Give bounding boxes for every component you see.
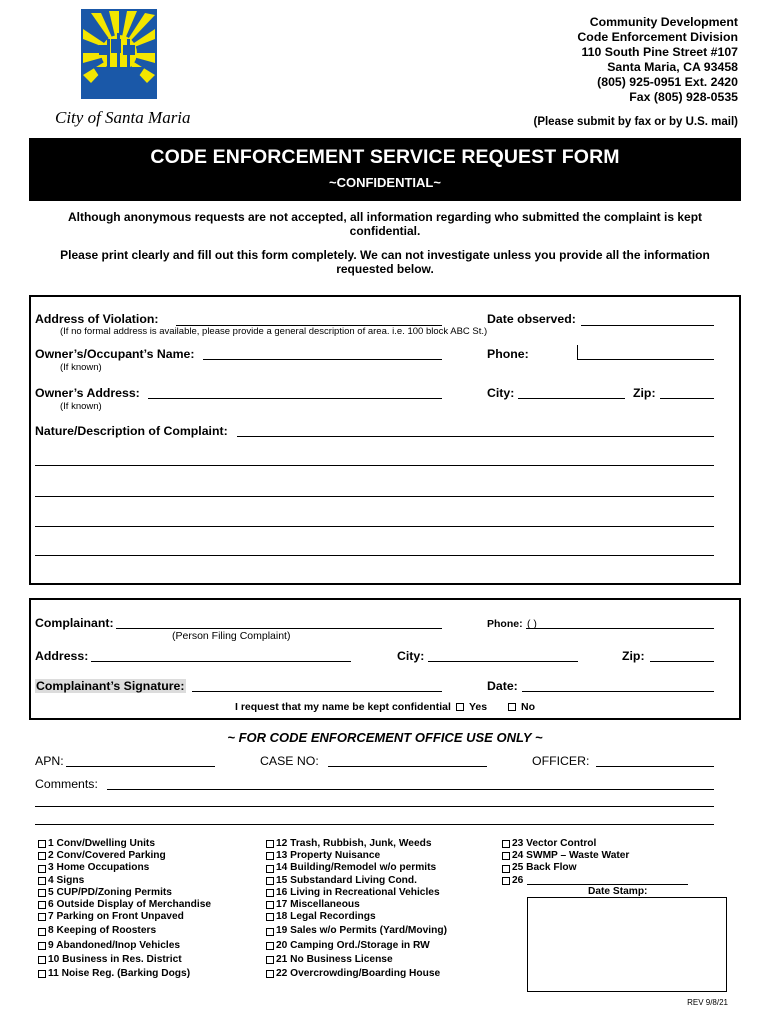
- form-subtitle: ~CONFIDENTIAL~: [329, 175, 441, 190]
- address-line: (805) 925-0951 Ext. 2420: [597, 75, 738, 89]
- code-checkbox[interactable]: [38, 928, 46, 936]
- signature-label: Complainant’s Signature:: [36, 679, 185, 693]
- complainant-name-hint: (Person Filing Complaint): [172, 630, 291, 642]
- code-checkbox[interactable]: [266, 956, 274, 964]
- complainant-city-label: City:: [397, 649, 425, 663]
- officer-field[interactable]: [596, 766, 714, 767]
- code-checkbox[interactable]: [266, 889, 274, 897]
- code-checkbox[interactable]: [266, 901, 274, 909]
- nature-field-line[interactable]: [237, 436, 714, 437]
- owner-address-field[interactable]: [148, 398, 442, 399]
- office-use-title: ~ FOR CODE ENFORCEMENT OFFICE USE ONLY ~: [227, 730, 543, 745]
- code-checkbox[interactable]: [266, 913, 274, 921]
- code-item[interactable]: 23 Vector Control: [502, 838, 629, 850]
- code-checkbox[interactable]: [38, 913, 46, 921]
- owner-zip-field[interactable]: [660, 398, 714, 399]
- complainant-date-label: Date:: [487, 679, 518, 693]
- code-item[interactable]: 21 No Business License: [266, 954, 447, 966]
- code-checkbox[interactable]: [266, 942, 274, 950]
- city-name: City of Santa Maria: [55, 108, 191, 127]
- code-item[interactable]: 5 CUP/PD/Zoning Permits: [38, 887, 211, 899]
- violation-address-label: Address of Violation:: [35, 312, 159, 326]
- code-checkbox[interactable]: [38, 901, 46, 909]
- comments-label: Comments:: [35, 777, 98, 791]
- code-item[interactable]: 3 Home Occupations: [38, 862, 211, 874]
- no-checkbox[interactable]: [508, 703, 516, 711]
- code-item[interactable]: 6 Outside Display of Merchandise: [38, 899, 211, 911]
- case-number-field[interactable]: [328, 766, 487, 767]
- code-checkbox[interactable]: [38, 956, 46, 964]
- comments-field-line[interactable]: [35, 806, 714, 807]
- violation-codes-col2: [266, 838, 447, 980]
- owner-city-label: City:: [487, 386, 515, 400]
- violation-section: [29, 295, 741, 585]
- owner-name-label: Owner’s/Occupant’s Name:: [35, 347, 195, 361]
- code-item[interactable]: 14 Building/Remodel w/o permits: [266, 862, 447, 874]
- code-checkbox[interactable]: [266, 928, 274, 936]
- address-line: Code Enforcement Division: [577, 30, 738, 44]
- code-item[interactable]: 8 Keeping of Roosters: [38, 925, 211, 937]
- comments-field-line[interactable]: [107, 789, 714, 790]
- intro-instructions: Please print clearly and fill out this form completely. We can not investigate unless you provide all the information requested below.: [60, 248, 710, 276]
- code-26-field[interactable]: [527, 884, 688, 885]
- yes-checkbox[interactable]: [456, 703, 464, 711]
- nature-field-line[interactable]: [35, 496, 714, 497]
- complainant-phone-area: ( ): [527, 618, 537, 630]
- code-checkbox[interactable]: [38, 840, 46, 848]
- violation-address-hint: (If no formal address is available, please provide a general description of area. i.e. 100 block ABC St.): [60, 326, 488, 337]
- code-checkbox[interactable]: [38, 852, 46, 860]
- violation-codes-col1: [38, 838, 211, 980]
- complainant-address-field[interactable]: [91, 661, 351, 662]
- code-checkbox[interactable]: [38, 865, 46, 873]
- complainant-phone-label: Phone:: [487, 618, 523, 630]
- code-item[interactable]: 26: [502, 875, 629, 887]
- code-checkbox[interactable]: [502, 865, 510, 873]
- yes-label: Yes: [469, 701, 488, 713]
- code-item[interactable]: 16 Living in Recreational Vehicles: [266, 887, 447, 899]
- owner-name-hint: (If known): [60, 362, 102, 373]
- code-item[interactable]: 15 Substandard Living Cond.: [266, 875, 447, 887]
- code-checkbox[interactable]: [38, 970, 46, 978]
- code-checkbox[interactable]: [266, 840, 274, 848]
- address-line: Fax (805) 928-0535: [629, 90, 738, 104]
- code-checkbox[interactable]: [502, 840, 510, 848]
- complainant-date-field[interactable]: [522, 691, 714, 692]
- complainant-name-field[interactable]: [116, 628, 442, 629]
- complainant-address-label: Address:: [35, 649, 89, 663]
- apn-label: APN:: [35, 754, 64, 768]
- code-item[interactable]: 12 Trash, Rubbish, Junk, Weeds: [266, 838, 447, 850]
- nature-field-line[interactable]: [35, 555, 714, 556]
- code-checkbox[interactable]: [38, 942, 46, 950]
- form-title: CODE ENFORCEMENT SERVICE REQUEST FORM: [150, 146, 620, 168]
- department-address: [577, 15, 738, 105]
- address-line: Santa Maria, CA 93458: [607, 60, 738, 74]
- complainant-label: Complainant:: [35, 616, 114, 630]
- owner-phone-divider: [577, 345, 578, 359]
- owner-address-label: Owner’s Address:: [35, 386, 140, 400]
- code-checkbox[interactable]: [502, 877, 510, 885]
- code-checkbox[interactable]: [266, 865, 274, 873]
- code-item[interactable]: 7 Parking on Front Unpaved: [38, 911, 211, 923]
- nature-field-line[interactable]: [35, 465, 714, 466]
- nature-field-line[interactable]: [35, 526, 714, 527]
- owner-name-field[interactable]: [203, 359, 442, 360]
- address-line: Community Development: [589, 15, 738, 29]
- date-observed-label: Date observed:: [487, 312, 576, 326]
- code-checkbox[interactable]: [266, 852, 274, 860]
- code-item[interactable]: 18 Legal Recordings: [266, 911, 447, 923]
- code-item[interactable]: 19 Sales w/o Permits (Yard/Moving): [266, 925, 447, 937]
- code-item[interactable]: 13 Property Nuisance: [266, 850, 447, 862]
- comments-field-line[interactable]: [35, 824, 714, 825]
- case-number-label: CASE NO:: [260, 754, 319, 768]
- code-item[interactable]: 24 SWMP – Waste Water: [502, 850, 629, 862]
- nature-label: Nature/Description of Complaint:: [35, 424, 228, 438]
- no-label: No: [521, 701, 535, 713]
- address-line: 110 South Pine Street #107: [581, 45, 738, 59]
- code-item[interactable]: 17 Miscellaneous: [266, 899, 447, 911]
- code-item[interactable]: 10 Business in Res. District: [38, 954, 211, 966]
- code-item[interactable]: 4 Signs: [38, 875, 211, 887]
- owner-phone-field[interactable]: [577, 359, 714, 360]
- code-item[interactable]: 1 Conv/Dwelling Units: [38, 838, 211, 850]
- code-item[interactable]: 25 Back Flow: [502, 862, 629, 874]
- confidential-no-option[interactable]: [508, 701, 535, 713]
- revision-label: REV 9/8/21: [687, 998, 728, 1007]
- date-stamp-label: Date Stamp:: [588, 886, 648, 897]
- code-item[interactable]: 11 Noise Reg. (Barking Dogs): [38, 968, 211, 980]
- code-item[interactable]: 2 Conv/Covered Parking: [38, 850, 211, 862]
- date-stamp-box: [527, 897, 727, 992]
- owner-city-field[interactable]: [518, 398, 625, 399]
- complainant-city-field[interactable]: [428, 661, 578, 662]
- date-observed-field[interactable]: [581, 325, 714, 326]
- signature-field[interactable]: [192, 691, 442, 692]
- code-checkbox[interactable]: [266, 877, 274, 885]
- city-logo: [81, 9, 157, 99]
- confidential-request-label: I request that my name be kept confidential: [235, 701, 451, 713]
- owner-address-hint: (If known): [60, 401, 102, 412]
- code-checkbox[interactable]: [38, 877, 46, 885]
- code-item[interactable]: 9 Abandoned/Inop Vehicles: [38, 940, 211, 952]
- submit-note: (Please submit by fax or by U.S. mail): [533, 116, 738, 128]
- confidential-yes-option[interactable]: [456, 701, 487, 713]
- code-checkbox[interactable]: [38, 889, 46, 897]
- form-title-banner: [29, 138, 741, 201]
- code-checkbox[interactable]: [266, 970, 274, 978]
- officer-label: OFFICER:: [532, 754, 590, 768]
- apn-field[interactable]: [66, 766, 215, 767]
- complainant-phone-field[interactable]: [526, 628, 714, 629]
- code-item[interactable]: 20 Camping Ord./Storage in RW: [266, 940, 447, 952]
- owner-phone-label: Phone:: [487, 347, 529, 361]
- complainant-zip-field[interactable]: [650, 661, 714, 662]
- code-checkbox[interactable]: [502, 852, 510, 860]
- violation-codes-col3: [502, 838, 629, 887]
- owner-zip-label: Zip:: [633, 386, 656, 400]
- code-item[interactable]: 22 Overcrowding/Boarding House: [266, 968, 447, 980]
- complainant-zip-label: Zip:: [622, 649, 645, 663]
- intro-confidential: Although anonymous requests are not accepted, all information regarding who submitted the complaint is kept confidential.: [67, 210, 703, 238]
